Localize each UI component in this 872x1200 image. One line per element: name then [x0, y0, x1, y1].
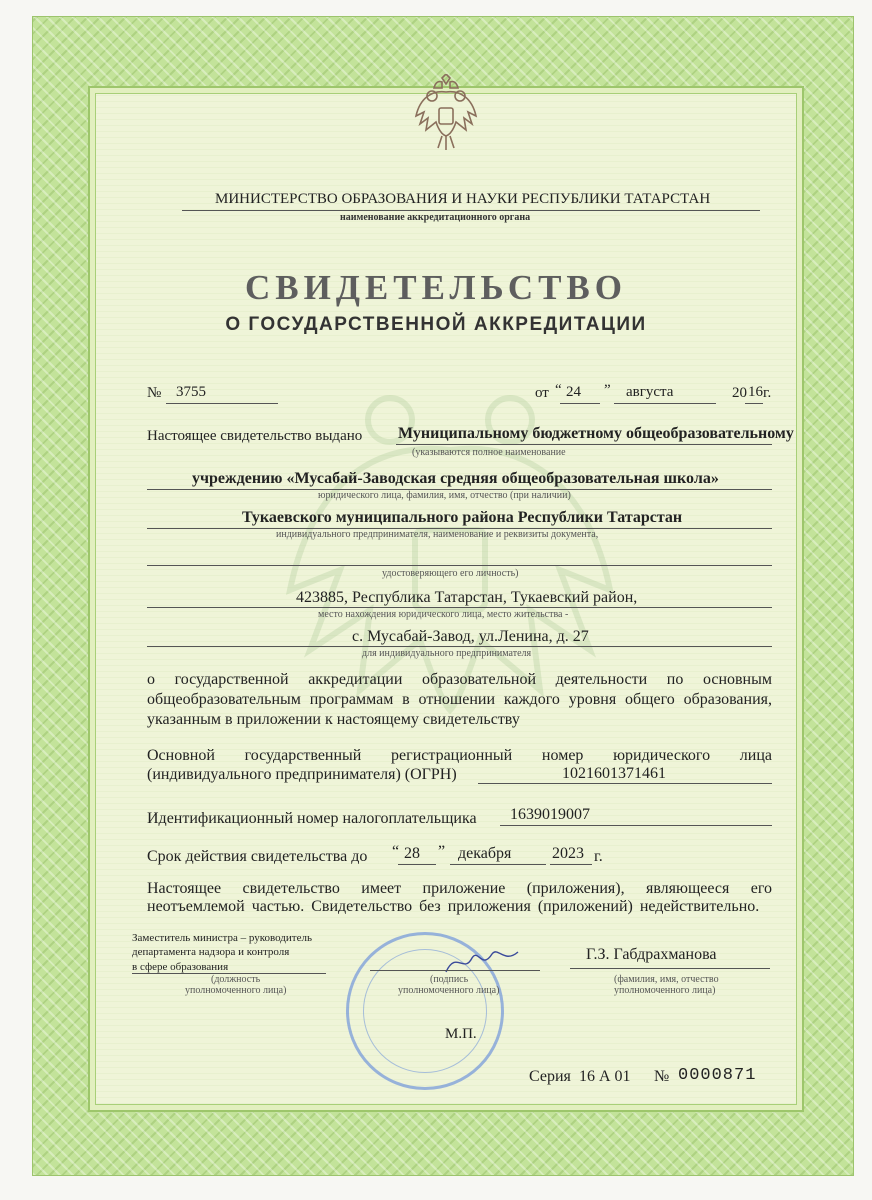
- ogrn-value: 1021601371461: [562, 765, 666, 782]
- address-underline-2: [147, 646, 772, 647]
- ministry-name: МИНИСТЕРСТВО ОБРАЗОВАНИЯ И НАУКИ РЕСПУБЛИКИ ТАТАРСТАН: [215, 191, 711, 207]
- number-label: №: [147, 385, 162, 401]
- holder-underline-4: [147, 565, 772, 566]
- validity-day-underline: [398, 864, 436, 865]
- date-year-suffix: 16: [748, 384, 763, 400]
- position-caption-1: (должность: [211, 974, 261, 985]
- name-underline: [570, 968, 770, 969]
- blank-number: 0000871: [678, 1066, 757, 1085]
- validity-year-end: г.: [594, 848, 603, 865]
- appendix-text: Настоящее свидетельство имеет приложение (приложения), являющееся его неотъемлемой частью. Свидетельство без приложения (приложений) недействительно.: [147, 880, 772, 915]
- signer-position-2: департамента надзора и контроля: [132, 946, 290, 958]
- date-day: 24: [566, 384, 581, 400]
- signature-caption-2: уполномоченного лица): [398, 985, 500, 996]
- ministry-caption: наименование аккредитационного органа: [340, 212, 531, 223]
- certificate-title: СВИДЕТЕЛЬСТВО: [244, 268, 628, 307]
- validity-close-quote: ”: [438, 843, 446, 860]
- number-underline: [166, 403, 278, 404]
- blank-number-label: №: [654, 1068, 670, 1085]
- name-caption-1: (фамилия, имя, отчество: [614, 974, 719, 985]
- inn-label: Идентификационный номер налогоплательщика: [147, 810, 477, 827]
- year-underline: [745, 403, 763, 404]
- address-underline-1: [147, 607, 772, 608]
- accreditation-text: о государственной аккредитации образовательной деятельности по основным общеобразовательным программам в отношении каждого уровня общего образования, указанным в приложении к настоящему свидетельству: [147, 671, 772, 728]
- holder-caption-4: удостоверяющего его личность): [382, 568, 519, 579]
- name-caption-2: уполномоченного лица): [614, 985, 716, 996]
- issued-label: Настоящее свидетельство выдано: [147, 428, 363, 444]
- holder-caption-2: юридического лица, фамилия, имя, отчество (при наличии): [318, 490, 571, 501]
- holder-line-1: Муниципальному бюджетному общеобразовательному: [398, 425, 794, 442]
- certificate-subtitle: О ГОСУДАРСТВЕННОЙ АККРЕДИТАЦИИ: [225, 314, 647, 335]
- address-line-2: с. Мусабай-Завод, ул.Ленина, д. 27: [352, 628, 589, 645]
- date-month: августа: [626, 384, 674, 400]
- holder-caption-3: индивидуального предпринимателя, наименование и реквизиты документа,: [276, 529, 599, 540]
- certificate-number: 3755: [176, 384, 206, 400]
- ogrn-label-line-1: Основной государственный регистрационный номер юридического лица: [147, 747, 772, 764]
- validity-year: 2023: [552, 845, 584, 862]
- signer-name: Г.З. Габдрахманова: [586, 946, 717, 963]
- holder-underline-1: [396, 444, 772, 445]
- date-year-prefix: 20: [732, 385, 747, 401]
- series-value: 16 А 01: [579, 1068, 631, 1085]
- position-caption-2: уполномоченного лица): [185, 985, 287, 996]
- validity-day: 28: [404, 845, 420, 862]
- inn-value: 1639019007: [510, 806, 590, 823]
- date-year-end: г.: [763, 385, 772, 401]
- address-line-1: 423885, Республика Татарстан, Тукаевский район,: [296, 589, 638, 606]
- inn-underline: [500, 825, 772, 826]
- holder-caption-1: (указываются полное наименование: [412, 447, 566, 458]
- coat-of-arms-icon: [412, 74, 480, 156]
- seal-place-label: М.П.: [445, 1026, 477, 1042]
- series-label: Серия: [529, 1068, 571, 1085]
- ogrn-label-line-2: (индивидуального предпринимателя) (ОГРН): [147, 766, 457, 783]
- holder-line-2: учреждению «Мусабай-Заводская средняя общеобразовательная школа»: [192, 470, 719, 487]
- signature-caption-1: (подпись: [430, 974, 469, 985]
- validity-year-underline: [550, 864, 592, 865]
- signer-position-1: Заместитель министра – руководитель: [132, 932, 312, 944]
- date-close-quote: ”: [604, 382, 611, 398]
- day-underline: [560, 403, 600, 404]
- ogrn-underline: [478, 783, 772, 784]
- signer-position-3: в сфере образования: [132, 961, 229, 973]
- date-from-label: от: [535, 385, 549, 401]
- ministry-underline: [182, 210, 760, 211]
- address-caption-1: место нахождения юридического лица, место жительства -: [318, 609, 569, 620]
- validity-label: Срок действия свидетельства до: [147, 848, 368, 865]
- signature-underline: [370, 970, 540, 971]
- date-open-quote: “: [555, 382, 562, 398]
- validity-open-quote: “: [392, 843, 400, 860]
- validity-month-underline: [450, 864, 546, 865]
- holder-line-3: Тукаевского муниципального района Республики Татарстан: [242, 509, 683, 526]
- address-caption-2: для индивидуального предпринимателя: [362, 648, 532, 659]
- month-underline: [614, 403, 716, 404]
- validity-month: декабря: [458, 845, 512, 862]
